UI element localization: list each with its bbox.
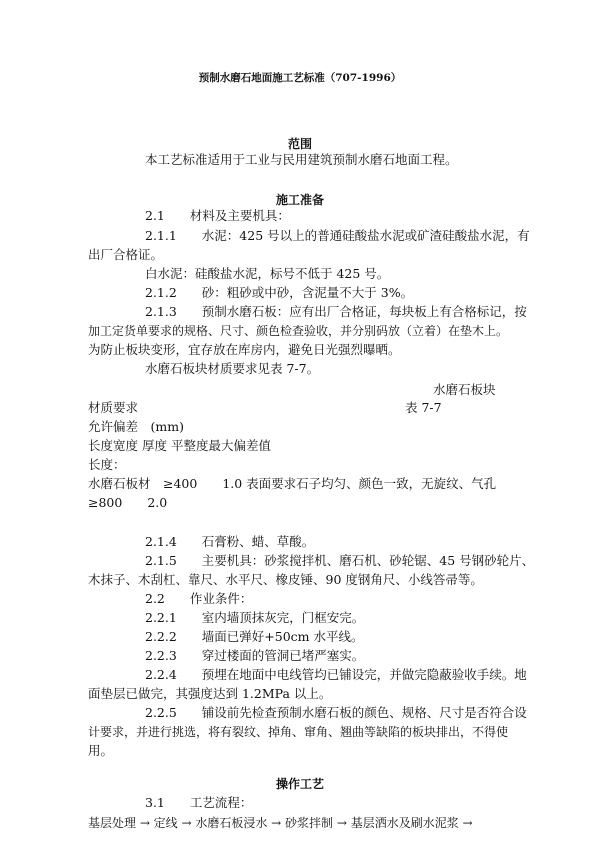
paragraph-line: 2.1.3 预制水磨石板：应有出厂合格证，每块板上有合格标记，按 — [145, 304, 527, 319]
process-flow-line: 基层处理 → 定线 → 水磨石板浸水 → 砂浆拌制 → 基层洒水及刷水泥浆 → — [88, 816, 473, 830]
paragraph-line: 用。 — [88, 743, 114, 758]
heading-preparation: 施工准备 — [275, 193, 324, 207]
paragraph-line: 水磨石板块材质要求见表 7-7。 — [145, 361, 320, 376]
document-title: 预制水磨石地面施工艺标准（707-1996） — [198, 72, 402, 84]
table-unit: 允许偏差 (mm) — [88, 419, 184, 434]
heading-scope: 范围 — [287, 137, 312, 151]
table-number: 表 7-7 — [405, 400, 442, 415]
paragraph-line: 2.1.4 石膏粉、蜡、草酸。 — [145, 534, 315, 549]
paragraph-line: 加工定货单要求的规格、尺寸、颜色检查验收，并分别码放（立着）在垫木上。 — [88, 324, 509, 338]
paragraph-line: 2.1.2 砂：粗砂或中砂，含泥量不大于 3%。 — [145, 285, 414, 300]
paragraph-line: 2.1.5 主要机具：砂浆搅拌机、磨石机、砂轮锯、45 号钢砂轮片、 — [145, 553, 535, 568]
paragraph-line: 2.2.1 室内墙顶抹灰完，门框安完。 — [145, 610, 365, 625]
paragraph-line: 2.2.2 墙面已弹好+50cm 水平线。 — [145, 629, 364, 644]
table-header: 长度： — [88, 457, 126, 472]
paragraph-line: 3.1 工艺流程： — [145, 795, 253, 810]
paragraph-line: 出厂合格证。 — [88, 247, 164, 262]
paragraph-line: 2.2 作业条件： — [145, 591, 253, 606]
table-caption: 水磨石板块 — [433, 382, 496, 397]
paragraph-line: 2.1.1 水泥：425 号以上的普通硅酸盐水泥或矿渣硅酸盐水泥，有 — [145, 228, 530, 243]
table-row: 水磨石板材 ≥400 1.0 表面要求石子均匀、颜色一致，无旋纹、气孔 — [88, 476, 497, 491]
paragraph-line: 2.2.5 铺设前先检查预制水磨石板的颜色、规格、尺寸是否符合设 — [145, 705, 527, 720]
paragraph-line: 面垫层已做完，其强度达到 1.2MPa 以上。 — [88, 686, 332, 701]
table-row: ≥800 2.0 — [88, 495, 168, 510]
paragraph-line: 2.1 材料及主要机具： — [145, 208, 290, 223]
paragraph-line: 计要求，并进行挑选，将有裂纹、掉角、窜角、翘曲等缺陷的板块排出，不得使 — [88, 725, 509, 739]
paragraph-line: 2.2.4 预埋在地面中电线管均已铺设完，并做完隐蔽验收手续。地 — [145, 667, 527, 682]
paragraph-line: 白水泥：硅酸盐水泥，标号不低于 425 号。 — [145, 266, 390, 281]
heading-process: 操作工艺 — [275, 777, 324, 791]
paragraph-line: 2.2.3 穿过楼面的管洞已堵严塞实。 — [145, 648, 365, 663]
paragraph-line: 木抹子、木刮杠、靠尺、水平尺、橡皮锤、90 度钢角尺、小线答帚等。 — [88, 572, 483, 587]
paragraph-line: 为防止板块变形，宜存放在库房内，避免日光强烈曝晒。 — [88, 342, 401, 357]
table-header: 长度宽度 厚度 平整度最大偏差值 — [88, 438, 271, 453]
table-caption: 材质要求 — [88, 400, 139, 415]
scope-text: 本工艺标准适用于工业与民用建筑预制水磨石地面工程。 — [145, 152, 458, 167]
